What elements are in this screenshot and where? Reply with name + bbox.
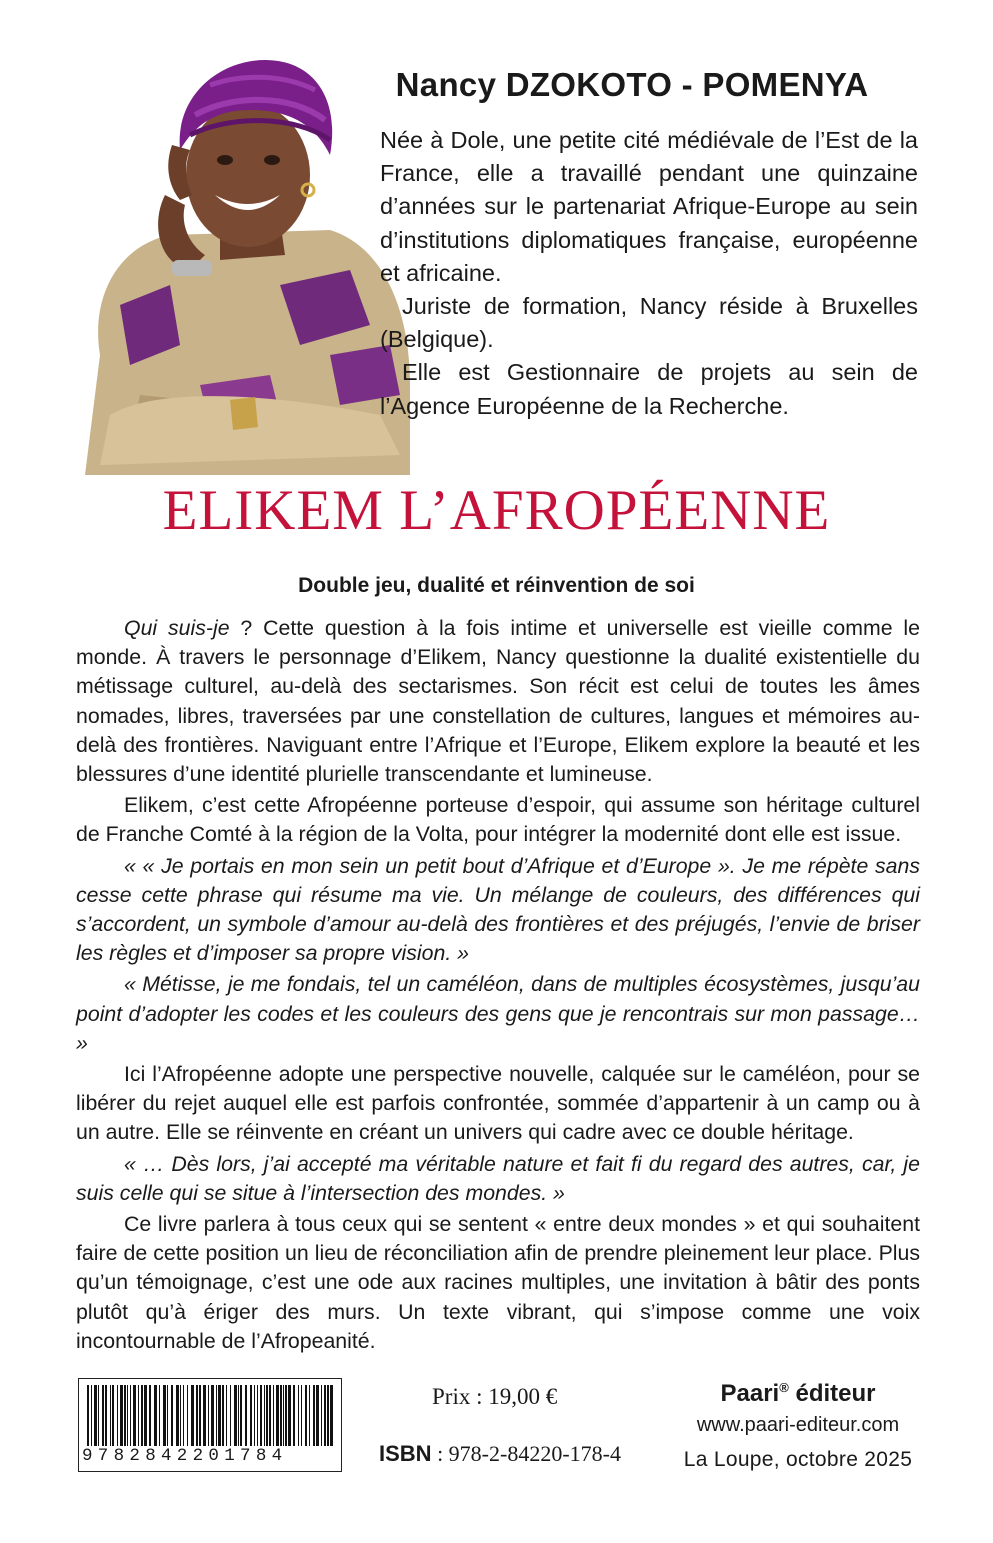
barcode-bar — [305, 1385, 307, 1447]
barcode-bar — [222, 1385, 224, 1447]
bio-paragraph: Née à Dole, une petite cité médiévale de l’Est de la France, elle a travaillé pendant une quinzaine d’années sur le partenariat Afrique-Europe au sein d’institutions diplomatiques française, européenne et africaine. — [380, 127, 918, 286]
barcode-bar — [133, 1385, 136, 1447]
barcode-bar — [141, 1385, 143, 1447]
barcode-bar — [298, 1385, 299, 1447]
barcode-bar — [211, 1385, 214, 1447]
blurb-text: ? Cette question à la fois intime et universelle est vieille comme le monde. À travers le personnage d’Elikem, Nancy questionne la dualité existentielle du métissage culturel, au-delà des sectarismes. Son récit est celui de toutes les âmes nomades, libres, traversées par une constellation de cultures, langues et mémoires au-delà des frontières. Naviguant entre l’Afrique et l’Europe, Elikem explore la beauté et les blessures d’une identité plurielle transcendante et lumineuse. — [76, 616, 920, 787]
publication-place-date: La Loupe, octobre 2025 — [683, 1448, 913, 1471]
barcode-bar — [218, 1385, 221, 1447]
barcode-bar — [105, 1385, 107, 1447]
barcode-bar — [273, 1385, 274, 1447]
barcode-bar — [176, 1385, 179, 1447]
barcode-bar — [226, 1385, 227, 1447]
barcode-bar — [163, 1385, 166, 1447]
bio-paragraph: Juriste de formation, Nancy réside à Bruxelles (Belgique). — [380, 293, 918, 353]
publisher-suffix: éditeur — [788, 1380, 876, 1407]
blurb-paragraph: Ce livre parlera à tous ceux qui se sentent « entre deux mondes » et qui souhaitent faire de cette position un lieu de réconciliation afin de prendre pleinement leur place. Plus qu’un témoignage, c’est une ode aux racines multiples, une invitation à bâtir des ponts plutôt qu’à ériger des murs. Un texte vibrant, qui s’impose comme une voix incontournable de l’Afropeanité. — [76, 1212, 920, 1353]
barcode-bar — [159, 1385, 160, 1447]
publisher-website[interactable]: www.paari-editeur.com — [696, 1414, 900, 1436]
blurb-quote: « … Dès lors, j’ai accepté ma véritable nature et fait fi du regard des autres, car, je suis celle qui se situe à l’intersection des mondes. » — [76, 1151, 920, 1205]
barcode-bar — [250, 1385, 252, 1447]
blurb-question: Qui suis-je — [124, 616, 230, 640]
blurb-paragraph — [76, 614, 920, 789]
barcode-bar — [230, 1385, 231, 1447]
barcode-bar — [301, 1385, 302, 1447]
barcode-bar — [321, 1385, 322, 1447]
barcode-bar — [144, 1385, 147, 1447]
barcode-bar — [98, 1385, 99, 1447]
author-name: Nancy DZOKOTO - POMENYA — [395, 66, 869, 103]
barcode-digits: 9782842201784 — [80, 1446, 340, 1466]
barcode-bar — [324, 1385, 326, 1447]
blurb-paragraph: Elikem, c’est cette Afropéenne porteuse d’espoir, qui assume son héritage culturel de Franche Comté à la région de la Volta, pour intégrer la modernité dont elle est issue. — [76, 793, 920, 847]
barcode-bar — [269, 1385, 271, 1447]
barcode-bar — [203, 1385, 206, 1447]
barcode-bar — [94, 1385, 97, 1447]
back-cover-blurb — [76, 614, 920, 1358]
barcode-bar — [130, 1385, 131, 1447]
registered-mark: ® — [779, 1380, 789, 1395]
blurb-quote: « Métisse, je me fondais, tel un caméléon, dans de multiples écosystèmes, jusqu’au point d’adopter les codes et les couleurs des gens que je rencontrais sur mon passage… » — [76, 972, 920, 1055]
price: Prix : 19,00 € — [432, 1384, 558, 1409]
barcode-bar — [124, 1385, 126, 1447]
barcode-bar — [330, 1385, 333, 1447]
barcode-bar — [257, 1385, 258, 1447]
barcode-bar — [276, 1385, 279, 1447]
barcode-bar — [187, 1385, 188, 1447]
barcode-bar — [238, 1385, 239, 1447]
barcode-bar — [91, 1385, 92, 1447]
blurb-paragraph: Ici l’Afropéenne adopte une perspective nouvelle, calquée sur le caméléon, pour se libérer du rejet auquel elle est parfois confrontée, sommée d’appartenir à un camp ou à un autre. Elle se réinvente en créant un univers qui cadre avec ce double héritage. — [76, 1062, 920, 1145]
barcode-bar — [234, 1385, 237, 1447]
book-subtitle: Double jeu, dualité et réinvention de soi — [298, 574, 695, 597]
barcode-bar — [260, 1385, 262, 1447]
barcode-bar — [196, 1385, 198, 1447]
barcode-bar — [266, 1385, 268, 1447]
barcode-bar — [264, 1385, 265, 1447]
barcode-bar — [280, 1385, 282, 1447]
barcode-bar — [110, 1385, 111, 1447]
barcode-bar — [245, 1385, 247, 1447]
barcode-bar — [254, 1385, 255, 1447]
barcode-bar — [180, 1385, 181, 1447]
barcode-bar — [112, 1385, 114, 1447]
barcode-bar — [102, 1385, 104, 1447]
barcode-bar — [208, 1385, 209, 1447]
barcode-bar — [309, 1385, 310, 1447]
barcode-bar — [313, 1385, 315, 1447]
barcode-bar — [127, 1385, 128, 1447]
blurb-quote: « « Je portais en mon sein un petit bout d’Afrique et d’Europe ». Je me répète sans cesse cette phrase qui résume ma vie. Un mélange de couleurs, des différences qui s’accordent, un symbole d’amour au-delà des frontières et des préjugés, l’envie de briser les règles et d’imposer sa propre vision. » — [76, 853, 920, 966]
barcode-bar — [120, 1385, 123, 1447]
barcode-bar — [199, 1385, 201, 1447]
barcode-bar — [138, 1385, 139, 1447]
barcode-bar — [316, 1385, 319, 1447]
barcode-bar — [183, 1385, 184, 1447]
barcode-bar — [149, 1385, 151, 1447]
author-portrait — [80, 55, 420, 475]
barcode-bar — [87, 1385, 89, 1447]
barcode-bar — [283, 1385, 284, 1447]
author-bio — [380, 124, 918, 423]
barcode-bar — [288, 1385, 291, 1447]
barcode-bar — [191, 1385, 194, 1447]
barcode-bar — [285, 1385, 287, 1447]
barcode-bar — [171, 1385, 173, 1447]
barcode-bar — [293, 1385, 295, 1447]
isbn — [379, 1441, 621, 1467]
isbn-label: ISBN — [379, 1441, 432, 1466]
barcode-bar — [167, 1385, 168, 1447]
barcode-bar — [327, 1385, 329, 1447]
publisher-brand: Paari — [720, 1380, 780, 1407]
isbn-value: : 978-2-84220-178-4 — [431, 1441, 621, 1466]
barcode-bar — [240, 1385, 242, 1447]
barcode-bar — [117, 1385, 118, 1447]
publisher-name — [668, 1380, 928, 1408]
bio-paragraph: Elle est Gestionnaire de projets au sein de l’Agence Européenne de la Recherche. — [380, 359, 918, 419]
barcode-bar — [154, 1385, 157, 1447]
barcode-bar — [216, 1385, 217, 1447]
book-title: ELIKEM L’AFROPÉENNE — [162, 479, 831, 542]
